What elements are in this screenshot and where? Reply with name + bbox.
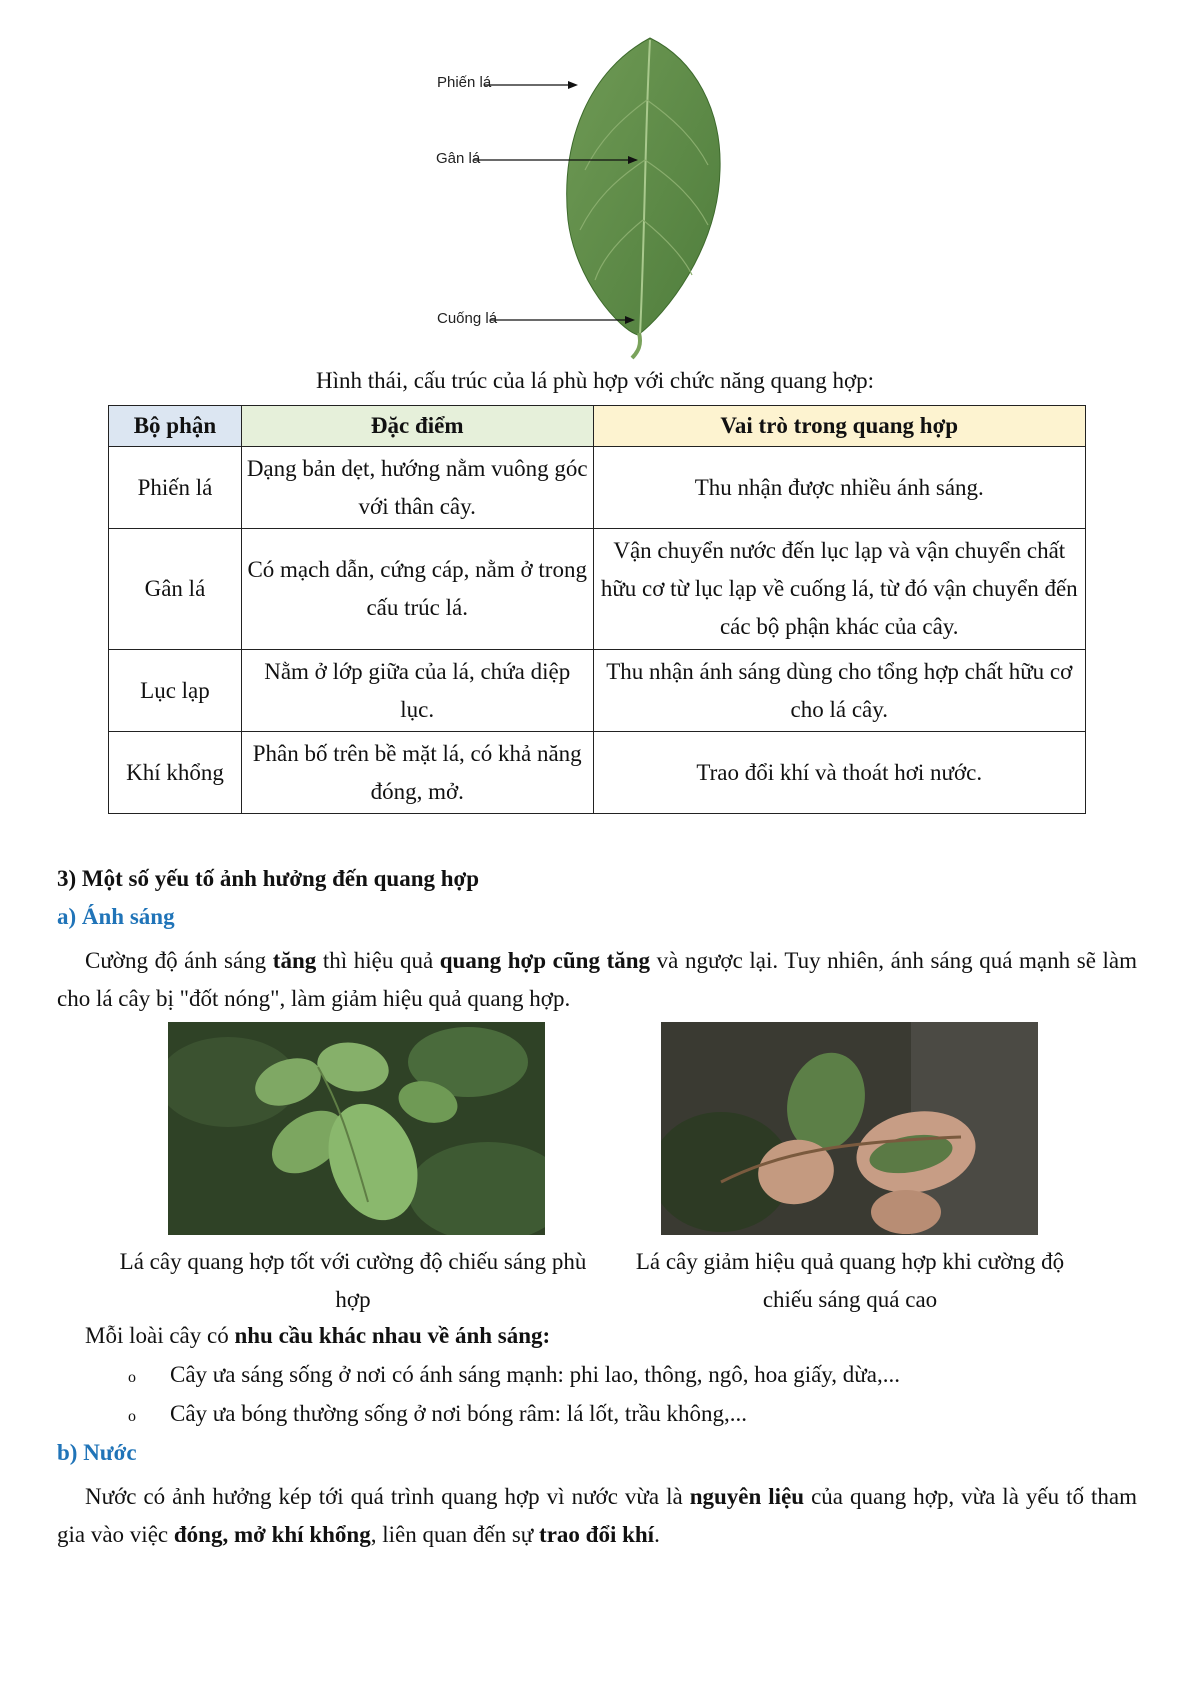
list-item xyxy=(128,1362,136,1388)
light-needs-paragraph: Mỗi loài cây có nhu cầu khác nhau về ánh sáng: xyxy=(85,1323,551,1348)
leaf-blade-shape xyxy=(567,38,720,335)
cell-role: Trao đổi khí và thoát hơi nước. xyxy=(593,732,1085,814)
cell-part: Khí khổng xyxy=(109,732,242,814)
cell-feature: Có mạch dẫn, cứng cáp, nằm ở trong cấu trúc lá. xyxy=(241,529,593,650)
table-header-row xyxy=(109,406,1086,447)
table-row xyxy=(109,650,1086,732)
cell-feature: Phân bố trên bề mặt lá, có khả năng đóng, mở. xyxy=(241,732,593,814)
table-row xyxy=(109,529,1086,650)
label-vein: Gân lá xyxy=(436,150,481,167)
table-row xyxy=(109,732,1086,814)
cell-part: Gân lá xyxy=(109,529,242,650)
photo-left-caption: Lá cây quang hợp tốt với cường độ chiếu sáng phù hợp xyxy=(119,1249,587,1312)
list-item-text: Cây ưa bóng thường sống ở nơi bóng râm: lá lốt, trầu không,... xyxy=(170,1401,747,1426)
header-feature: Đặc điểm xyxy=(241,406,593,447)
water-paragraph: Nước có ảnh hưởng kép tới quá trình quang hợp vì nước vừa là nguyên liệu của quang hợp, vừa là yếu tố tham gia vào việc đóng, mở khí khổng, liên quan đến sự trao đổi khí. xyxy=(57,1484,1137,1547)
photo-healthy-leaves xyxy=(168,1022,545,1235)
section-title: 3) Một số yếu tố ảnh hưởng đến quang hợp xyxy=(57,866,480,891)
leaf-structure-table xyxy=(108,405,1086,814)
cell-role: Vận chuyển nước đến lục lạp và vận chuyển chất hữu cơ từ lục lạp về cuống lá, từ đó vận chuyển đến các bộ phận khác của cây. xyxy=(593,529,1085,650)
cell-role: Thu nhận được nhiều ánh sáng. xyxy=(593,447,1085,529)
photo-scorched-leaves xyxy=(661,1022,1038,1235)
subsection-light-heading: a) Ánh sáng xyxy=(57,904,175,929)
photo-right-caption: Lá cây giảm hiệu quả quang hợp khi cường độ chiếu sáng quá cao xyxy=(635,1249,1065,1312)
leaf-petiole xyxy=(632,333,640,358)
table-row xyxy=(109,447,1086,529)
cell-part: Phiến lá xyxy=(109,447,242,529)
list-item-text: Cây ưa sáng sống ở nơi có ánh sáng mạnh: phi lao, thông, ngô, hoa giấy, dừa,... xyxy=(170,1362,900,1387)
cell-part: Lục lạp xyxy=(109,650,242,732)
bullet-marker: o xyxy=(128,1369,136,1386)
list-item xyxy=(128,1401,136,1427)
header-role: Vai trò trong quang hợp xyxy=(593,406,1085,447)
cell-feature: Dạng bản dẹt, hướng nằm vuông góc với thân cây. xyxy=(241,447,593,529)
subsection-water-heading: b) Nước xyxy=(57,1440,137,1465)
header-part: Bộ phận xyxy=(109,406,242,447)
label-petiole: Cuống lá xyxy=(437,310,498,327)
cell-role: Thu nhận ánh sáng dùng cho tổng hợp chất hữu cơ cho lá cây. xyxy=(593,650,1085,732)
bullet-marker: o xyxy=(128,1408,136,1425)
figure-caption: Hình thái, cấu trúc của lá phù hợp với chức năng quang hợp: xyxy=(316,368,874,393)
cell-feature: Nằm ở lớp giữa của lá, chứa diệp lục. xyxy=(241,650,593,732)
leaf-diagram xyxy=(436,30,740,360)
label-blade: Phiến lá xyxy=(437,74,492,91)
light-paragraph: Cường độ ánh sáng tăng thì hiệu quả quang hợp cũng tăng và ngược lại. Tuy nhiên, ánh sáng quá mạnh sẽ làm cho lá cây bị "đốt nóng", làm giảm hiệu quả quang hợp. xyxy=(57,948,1138,1011)
